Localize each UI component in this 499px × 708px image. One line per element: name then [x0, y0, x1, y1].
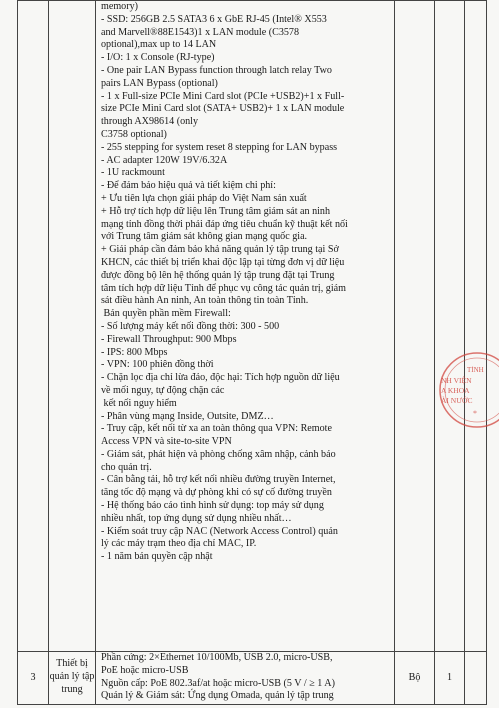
description-line: Access VPN và site-to-site VPN — [101, 436, 232, 448]
stamp-line: A KHOA — [441, 386, 470, 395]
description-text — [96, 1, 394, 651]
note-cell — [465, 652, 487, 705]
note-cell — [465, 1, 487, 652]
quantity-cell — [435, 652, 465, 705]
description-line: - 1U rackmount — [101, 167, 165, 179]
description-line: lý các máy trạm theo địa chỉ MAC, IP. — [101, 538, 257, 550]
description-line: + Hỗ trợ tích hợp dữ liệu lên Trung tâm giám sát an ninh — [101, 205, 331, 217]
stt-cell — [18, 652, 49, 705]
description-text — [96, 652, 394, 704]
description-line: - SSD: 256GB 2.5 SATA3 6 x GbE RJ-45 (Intel® X553 — [101, 13, 327, 25]
stt-value: 3 — [30, 672, 36, 683]
description-line: C3758 optional) — [101, 128, 167, 140]
name-cell — [49, 652, 96, 705]
description-line: - Chặn lọc địa chỉ lừa đảo, độc hại: Tích hợp nguồn dữ liệu — [101, 372, 340, 384]
description-line: KHCN, các thiết bị triển khai độc lập tại từng đơn vị dữ liệu — [101, 256, 345, 268]
description-line: + Giải pháp cần đảm bảo khả năng quản lý tập trung tại Sở — [101, 244, 339, 256]
table-row — [18, 1, 487, 652]
description-line: - Hệ thống báo cáo tình hình sử dụng: top máy sử dụng — [101, 500, 324, 512]
svg-text:*: * — [473, 409, 477, 418]
description-line: Bản quyền phần mềm Firewall: — [101, 308, 231, 320]
item-name: Thiết bị quản lý tập trung — [49, 658, 95, 695]
quantity-value: 1 — [446, 672, 453, 683]
description-line: size PCIe Mini Card slot (SATA+ USB2)+ 1 x LAN module — [101, 103, 345, 115]
table-row — [18, 652, 487, 705]
description-line: through AX98614 (only — [101, 116, 199, 128]
unit-cell — [395, 1, 435, 652]
description-line: - Phân vùng mạng Inside, Outsite, DMZ… — [101, 410, 274, 422]
description-line: được đồng bộ lên hệ thống quản lý tập trung đặt tại Trung — [101, 269, 335, 281]
description-line: + Ưu tiên lựa chọn giải pháp do Việt Nam sản xuất — [101, 192, 307, 204]
description-line: memory) — [101, 1, 138, 12]
red-seal-stamp — [437, 350, 499, 430]
description-line: - 255 stepping for system reset 8 stepping for LAN bypass — [101, 141, 338, 153]
description-line: - I/O: 1 x Console (RJ-type) — [101, 52, 215, 64]
description-line: Phần cứng: 2×Ethernet 10/100Mb, USB 2.0, micro-USB, — [101, 652, 333, 663]
description-line: nhiều nhất, top ứng dụng sử dụng nhiều nhất… — [101, 512, 292, 524]
stamp-line: NH VIỆN — [441, 376, 472, 385]
description-line: - Giám sát, phát hiện và phòng chống xâm nhập, cảnh báo — [101, 448, 336, 460]
description-line: - Để đảm bảo hiệu quả và tiết kiệm chi phí: — [101, 180, 276, 192]
description-line: - VPN: 100 phiên đồng thời — [101, 359, 214, 371]
description-line: với Trung tâm giám sát không gian mạng quốc gia. — [101, 231, 308, 243]
stamp-line: ÀI NƯỚC — [441, 396, 473, 405]
description-line: optional),max up to 14 LAN — [101, 39, 217, 51]
description-line: - Kiểm soát truy cập NAC (Network Access Control) quản — [101, 525, 338, 537]
description-line: PoE hoặc micro-USB — [101, 664, 189, 676]
description-line: - Truy cập, kết nối từ xa an toàn thông qua VPN: Remote — [101, 423, 332, 435]
specification-table — [17, 0, 487, 705]
description-line: and Marvell®88E1543)1 x LAN module (C3578 — [101, 26, 300, 38]
description-line: - One pair LAN Bypass function through latch relay Two — [101, 64, 332, 76]
stamp-line: TỈNH — [467, 366, 484, 374]
description-line: tăng tốc độ mạng và dự phòng khi có sự cố đường truyền — [101, 487, 332, 499]
description-line: - AC adapter 120W 19V/6.32A — [101, 154, 228, 166]
description-line: - Cân bằng tải, hỗ trợ kết nối nhiều đường truyền Internet, — [101, 474, 336, 486]
description-line: - Firewall Throughput: 900 Mbps — [101, 333, 237, 345]
description-line: kết nối nguy hiểm — [101, 397, 177, 409]
description-line: Nguồn cấp: PoE 802.3af/at hoặc micro-USB (5 V / ≥ 1 A) — [101, 677, 335, 689]
description-line: mạng tỉnh đồng thời phải đáp ứng tiêu chuẩn kỹ thuật kết nối — [101, 218, 348, 230]
unit-value: Bộ — [408, 672, 421, 683]
description-line: pairs LAN Bypass (optional) — [101, 77, 218, 89]
description-line: cho quản trị. — [101, 461, 152, 473]
description-line: - 1 năm bản quyền cập nhật — [101, 551, 213, 563]
description-line: - 1 x Full-size PCIe Mini Card slot (PCIe +USB2)+1 x Full- — [101, 90, 345, 102]
description-line: về mối nguy, tự động chặn các — [101, 384, 225, 396]
description-cell — [96, 652, 395, 705]
description-cell — [96, 1, 395, 652]
description-line: - Số lượng máy kết nối đồng thời: 300 - 500 — [101, 320, 280, 332]
name-cell — [49, 1, 96, 652]
quantity-cell — [435, 1, 465, 652]
description-line: Quản lý & Giám sát: Ứng dụng Omada, quản lý tập trung — [101, 690, 334, 702]
description-line: - IPS: 800 Mbps — [101, 346, 168, 358]
description-line: tâm tích hợp dữ liệu Tỉnh để phục vụ công tác quản trị, giám — [101, 282, 346, 294]
stt-cell — [18, 1, 49, 652]
unit-cell — [395, 652, 435, 705]
description-line: sát điều hành An ninh, An toàn thông tin toàn Tỉnh. — [101, 295, 309, 307]
